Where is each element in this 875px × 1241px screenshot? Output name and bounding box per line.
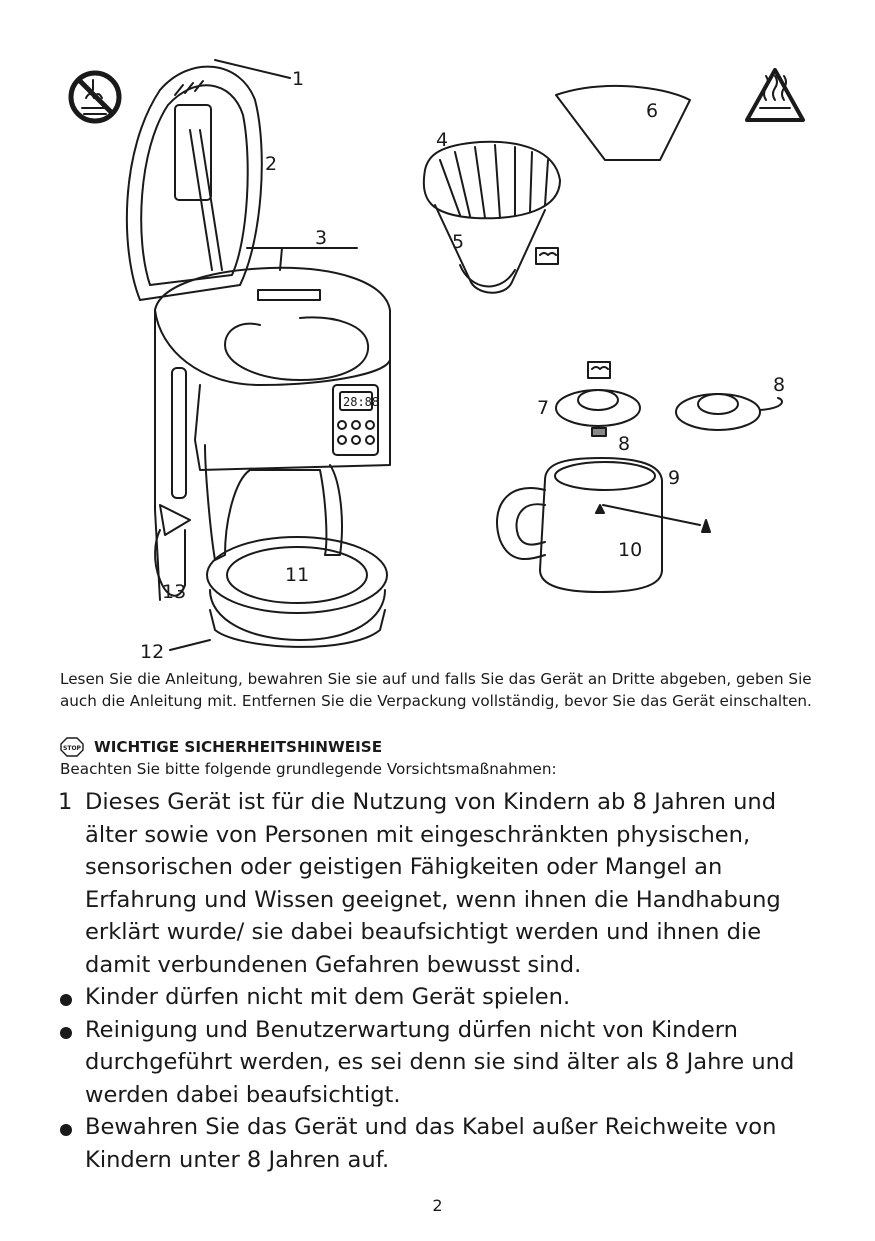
bullet-icon [60,994,72,1006]
callout-8-b: 8 [773,374,786,396]
display-readout: 28:88 [343,395,380,409]
no-water-immersion-icon [71,73,119,121]
stop-icon-label: STOP [63,745,81,752]
bullet-icon [60,1124,72,1136]
stop-icon [60,737,84,757]
item-text: Reinigung und Benutzerwartung dürfen nicht von Kindern durchgeführt werden, es sei denn sie sind älter als 8 Jahre und werden dabei beaufsichtigt. [85,1016,795,1108]
callout-7: 7 [537,397,550,419]
callout-11: 11 [285,564,310,586]
list-item [58,1111,833,1176]
callout-10: 10 [618,539,643,561]
callout-9: 9 [668,467,681,489]
item-text: Kinder dürfen nicht mit dem Gerät spielen. [85,984,571,1010]
callout-6: 6 [646,100,659,122]
item-text: Bewahren Sie das Gerät und das Kabel außer Reichweite von Kindern unter 8 Jahren auf. [85,1114,777,1173]
list-item [58,786,833,981]
safety-heading: WICHTIGE SICHERHEITSHINWEISE [94,738,383,756]
callout-13: 13 [162,581,187,603]
callout-4: 4 [436,129,449,151]
callout-8-a: 8 [618,433,631,455]
bullet-icon [60,1027,72,1039]
list-item [58,1014,833,1112]
callout-12: 12 [140,641,165,663]
item-text: Dieses Gerät ist für die Nutzung von Kindern ab 8 Jahren und älter sowie von Personen mit eingeschränkten physischen, sensorischen oder geistigen Fähigkeiten oder Mangel an Erfahrung und Wissen geeignet, wenn ihnen die Handhabung erklärt wurde/ sie dabei beaufsichtigt werden und ihnen die damit verbundenen Gefahren bewusst sind. [85,789,781,978]
callout-5: 5 [452,231,465,253]
list-item [58,981,833,1014]
safety-heading-row [60,737,382,757]
callout-2: 2 [265,153,278,175]
item-number: 1 [58,789,73,815]
page-number: 2 [432,1196,443,1215]
safety-subline: Beachten Sie bitte folgende grundlegende Vorsichtsmaßnahmen: [60,760,557,778]
callout-3: 3 [315,227,328,249]
intro-text: Lesen Sie die Anleitung, bewahren Sie sie auf und falls Sie das Gerät an Dritte abgeben, geben Sie auch die Anleitung mit. Entfernen Sie die Verpackung vollständig, bevor Sie das Gerät einschalten. [60,670,812,710]
callout-1: 1 [292,68,305,90]
hot-surface-warning-icon [747,70,803,120]
safety-list [58,786,833,1176]
